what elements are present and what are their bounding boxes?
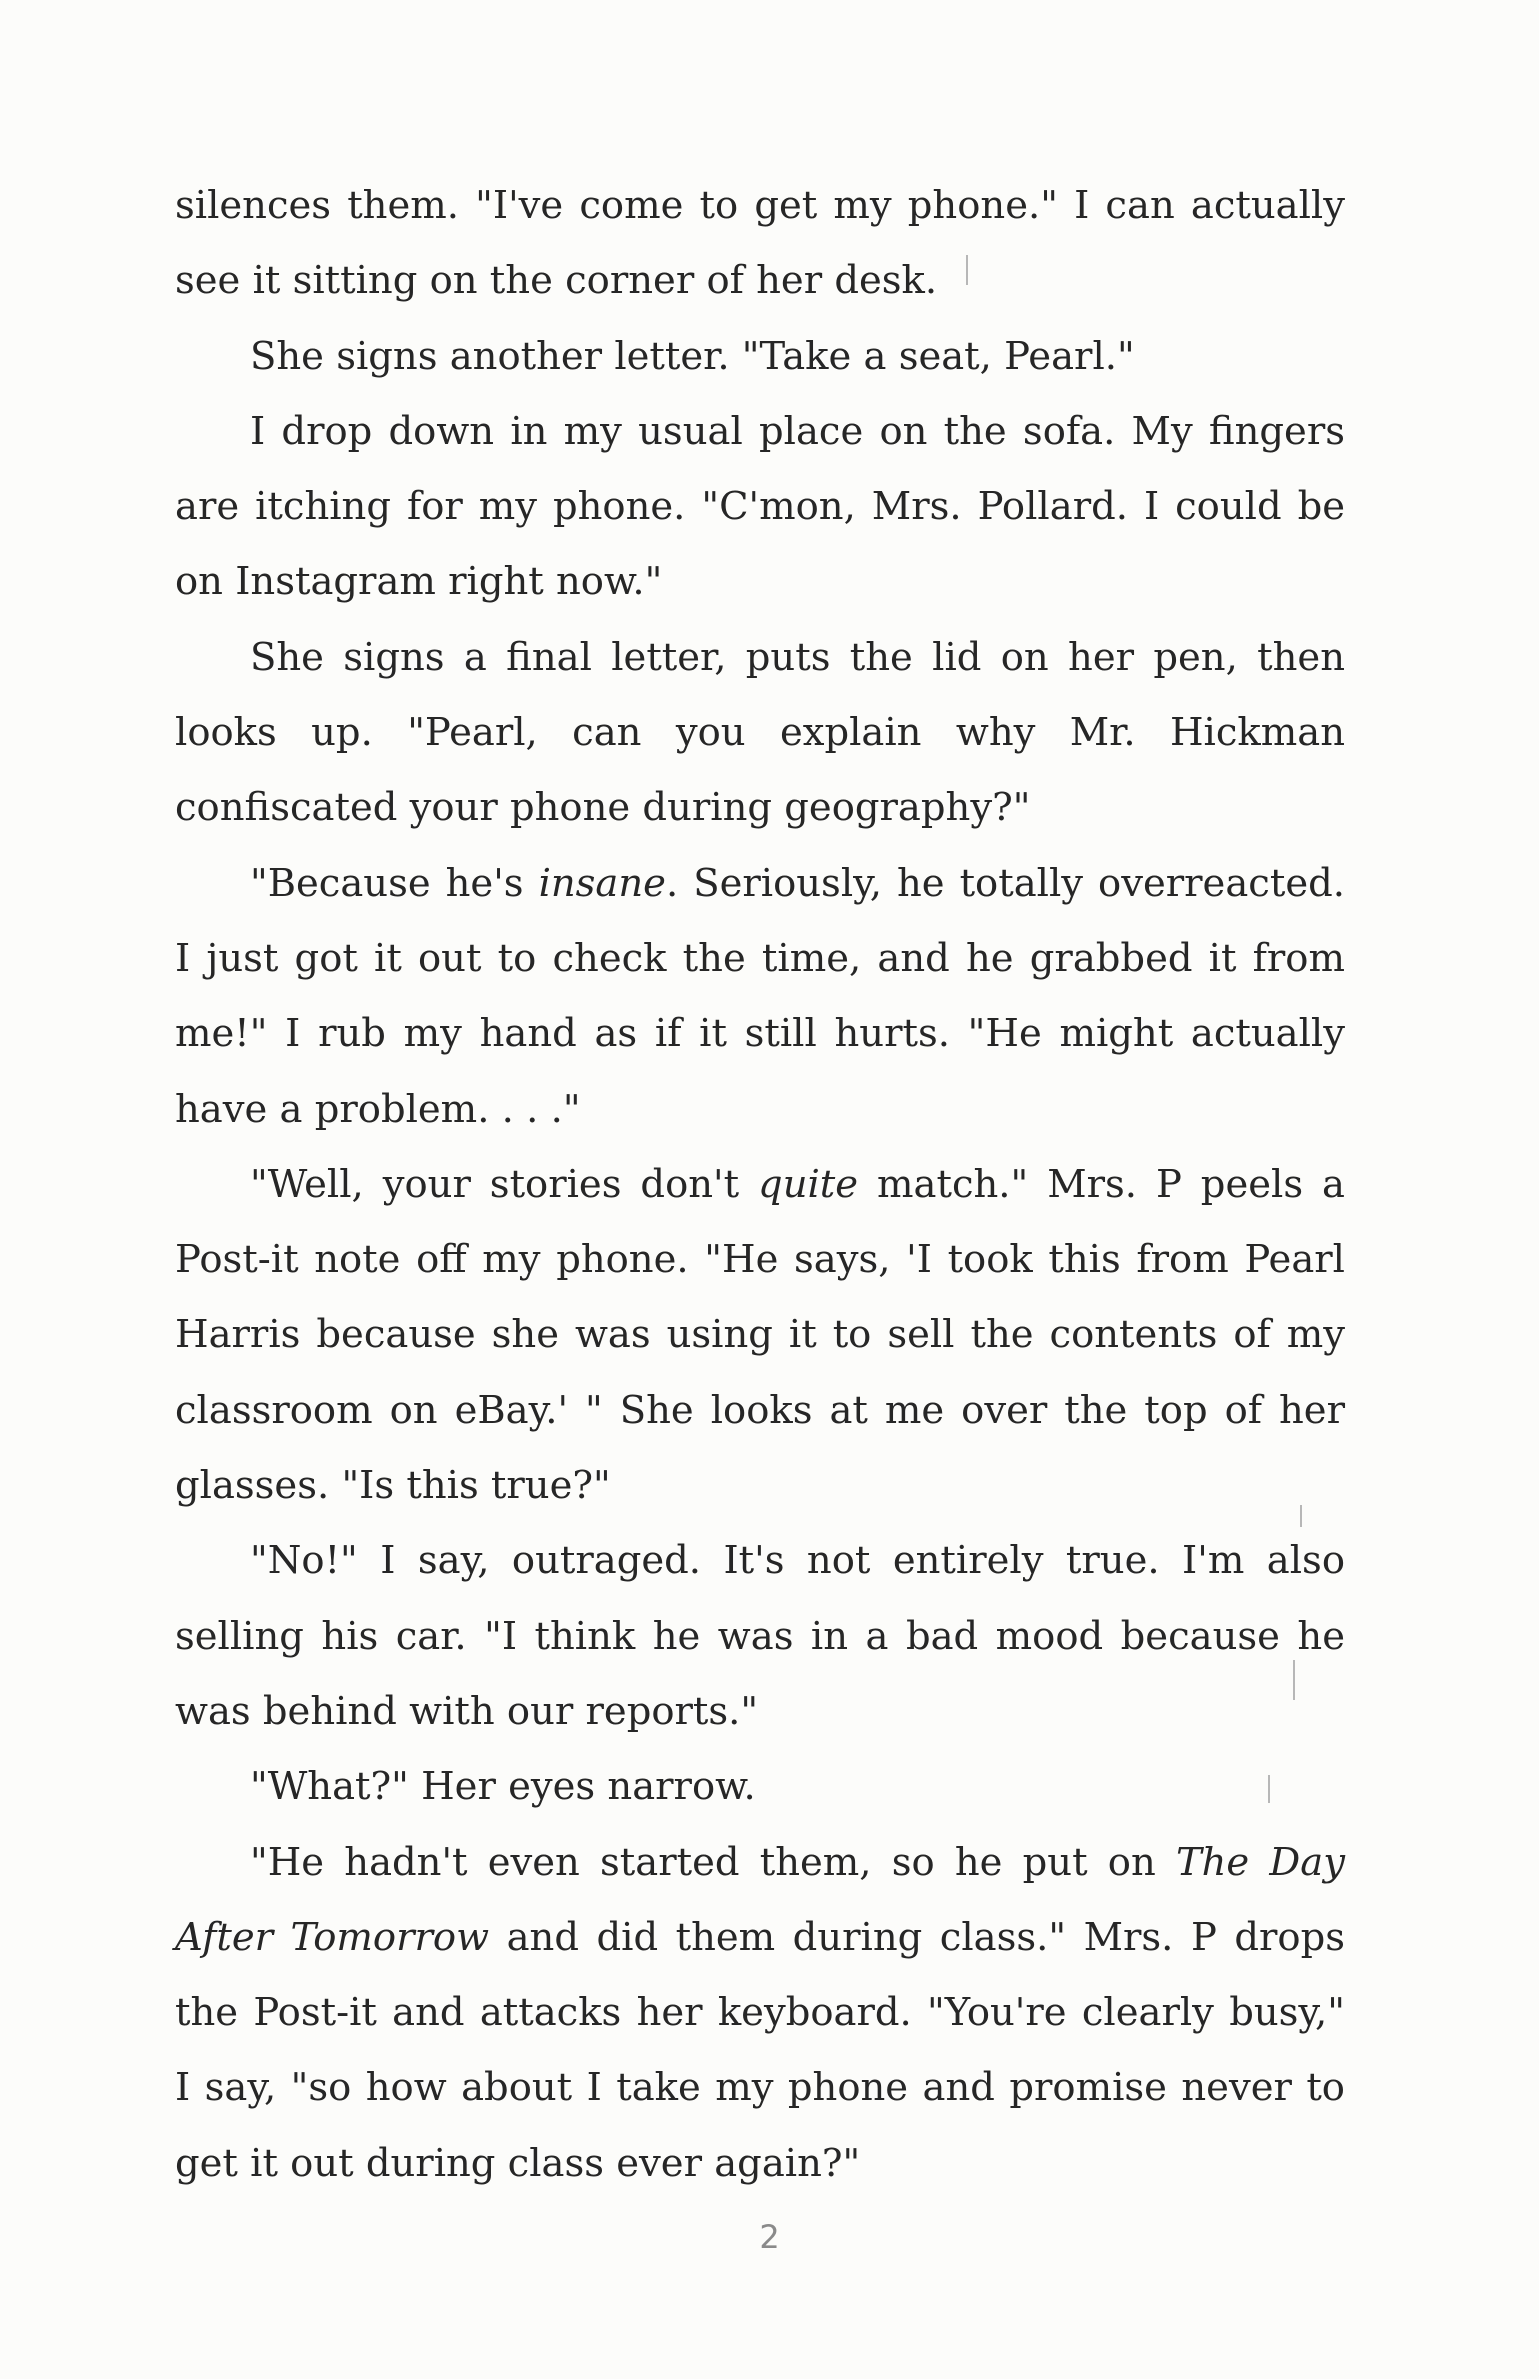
emphasis-insane: insane [538,860,666,906]
paragraph-7: "No!" I say, outraged. It's not entirely true. I'm also selling his car. "I think he was in a bad mood because he was behind with our reports." [175,1538,1345,1734]
body-text [175,168,1345,2201]
emphasis-quite: quite [758,1161,859,1207]
paragraph-2: She signs another letter. "Take a seat, Pearl." [250,333,1135,379]
scan-speck [1300,1505,1302,1527]
paragraph-5: "Because he's insane. Seriously, he totally overreacted. I just got it out to check the time, and he grabbed it from me!" I rub my hand as if it still hurts. "He might actually have a problem. . . ." [175,860,1345,1132]
scan-speck [1268,1775,1270,1803]
movie-title: The Day After Tomorrow [175,1839,1345,1960]
paragraph-6: "Well, your stories don't quite match." Mrs. P peels a Post-it note off my phone. "He says, 'I took this from Pearl Harris because she was using it to sell the contents of my classroom on eBay.' " She looks at me over the top of her glasses. "Is this true?" [175,1161,1345,1509]
paragraph-3: I drop down in my usual place on the sofa. My fingers are itching for my phone. "C'mon, Mrs. Pollard. I could be on Instagram right now." [175,408,1345,605]
paragraph-9: "He hadn't even started them, so he put on The Day After Tomorrow and did them during class." Mrs. P drops the Post-it and attacks her keyboard. "You're clearly busy," I say, "so how about I take my phone and promise never to get it out during class ever again?" [175,1839,1345,2186]
paragraph-8: "What?" Her eyes narrow. [250,1764,756,1810]
paragraph-4: She signs a final letter, puts the lid on her pen, then looks up. "Pearl, can you explain why Mr. Hickman confiscated your phone during geography?" [175,634,1345,831]
scan-speck [1293,1660,1295,1700]
scan-speck [966,255,968,285]
page-number: 2 [759,2218,780,2256]
paragraph-1: silences them. "I've come to get my phone." I can actually see it sitting on the corner of her desk. [175,183,1345,304]
